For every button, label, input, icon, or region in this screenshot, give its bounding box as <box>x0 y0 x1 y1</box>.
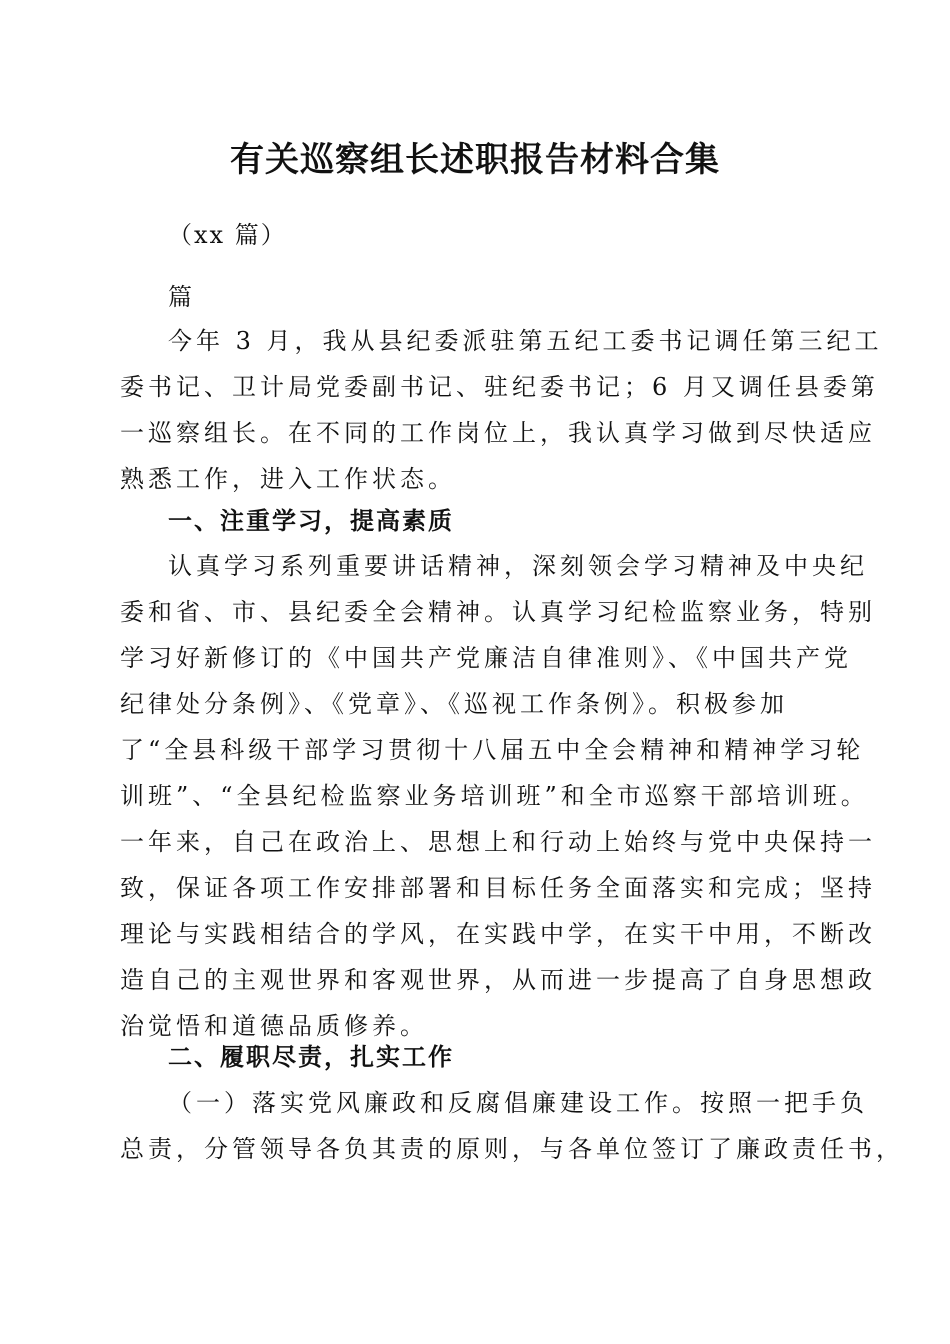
paragraph-line: 治觉悟和道德品质修养。 <box>120 1012 428 1040</box>
paragraph-line: 训班”、“全县纪检监察业务培训班”和全市巡察干部培训班。 <box>120 782 869 810</box>
count-note: （xx 篇） <box>168 221 287 249</box>
section-heading-1: 一、注重学习，提高素质 <box>168 506 454 535</box>
section-heading-2: 二、履职尽责，扎实工作 <box>168 1042 454 1071</box>
paragraph-line: 一巡察组长。在不同的工作岗位上，我认真学习做到尽快适应 <box>120 419 876 447</box>
paragraph-line: 理论与实践相结合的学风，在实践中学，在实干中用，不断改 <box>120 920 876 948</box>
paragraph-line: 一年来，自己在政治上、思想上和行动上始终与党中央保持一 <box>120 828 876 856</box>
paragraph-line: 委书记、卫计局党委副书记、驻纪委书记；6 月又调任县委第 <box>120 373 879 401</box>
section-1-paragraph <box>120 543 876 1049</box>
section-marker: 篇 <box>168 283 194 311</box>
paragraph-line: 造自己的主观世界和客观世界，从而进一步提高了自身思想政 <box>120 966 876 994</box>
intro-paragraph <box>120 318 883 502</box>
paragraph-line: （一）落实党风廉政和反腐倡廉建设工作。按照一把手负 <box>168 1089 868 1117</box>
paragraph-line: 熟悉工作，进入工作状态。 <box>120 465 456 493</box>
paragraph-line: 致，保证各项工作安排部署和目标任务全面落实和完成；坚持 <box>120 874 876 902</box>
paragraph-line: 了“全县科级干部学习贯彻十八届五中全会精神和精神学习轮 <box>120 736 865 764</box>
paragraph-line: 学习好新修订的《中国共产党廉洁自律准则》、《中国共产党 <box>120 644 852 672</box>
paragraph-line: 委和省、市、县纪委全会精神。认真学习纪检监察业务，特别 <box>120 598 876 626</box>
paragraph-line: 总责，分管领导各负其责的原则，与各单位签订了廉政责任书， <box>120 1135 904 1163</box>
document-title: 有关巡察组长述职报告材料合集 <box>230 140 720 180</box>
subsection-1-paragraph <box>120 1080 904 1172</box>
paragraph-line: 纪律处分条例》、《党章》、《巡视工作条例》。积极参加 <box>120 690 788 718</box>
paragraph-line: 今年 3 月，我从县纪委派驻第五纪工委书记调任第三纪工 <box>168 327 883 355</box>
paragraph-line: 认真学习系列重要讲话精神，深刻领会学习精神及中央纪 <box>168 552 868 580</box>
